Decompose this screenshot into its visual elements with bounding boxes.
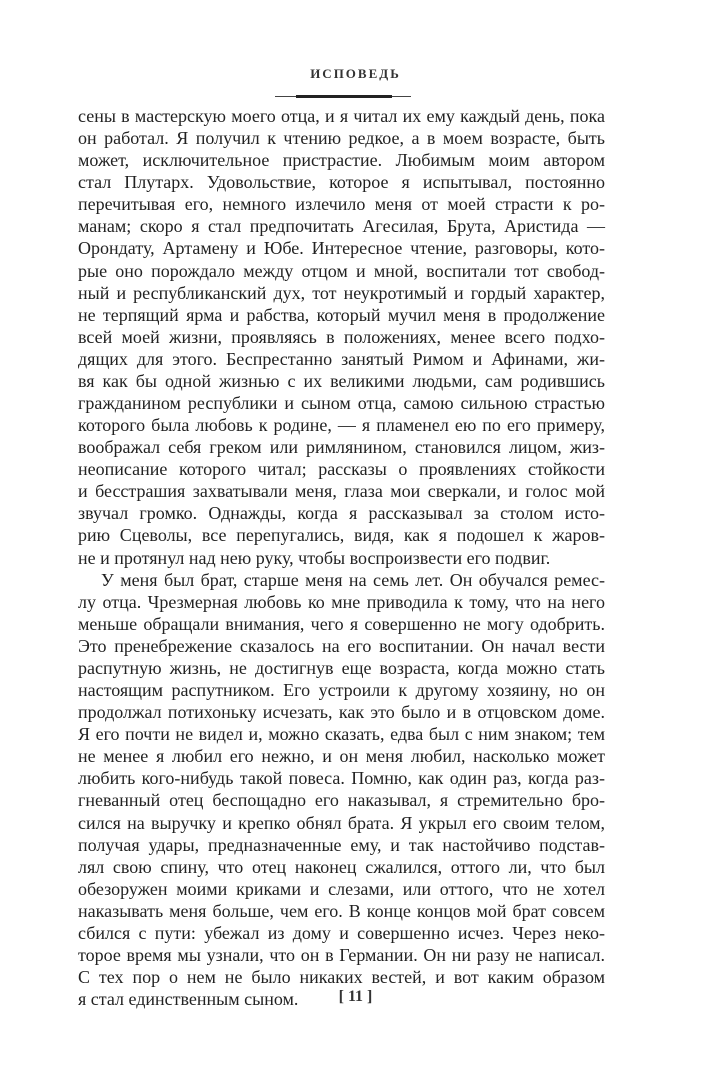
text-line: настоящим распутником. Его устроили к другому хозяину, но он: [78, 680, 605, 701]
text-line: воображал себя греком или римлянином, становился лицом, жиз-: [78, 437, 605, 458]
text-line: сбился с пути: убежал из дому и совершенно исчез. Через неко-: [78, 922, 605, 943]
text-line: сился на выручку и крепко обнял брата. Я укрыл его своим телом,: [78, 812, 605, 833]
text-line: рию Сцеволы, все перепугались, видя, как я подошел к жаров-: [78, 525, 605, 546]
text-line: стал Плутарх. Удовольствие, которое я испытывал, постоянно: [78, 172, 605, 193]
text-line: неописание которого читал; рассказы о проявлениях стойкости: [78, 459, 605, 480]
text-line: меньше обращали внимания, чего я совершенно не могу одобрить.: [78, 613, 605, 634]
text-line: манам; скоро я стал предпочитать Агесилая, Брута, Аристида —: [78, 216, 605, 237]
text-line: любить кого-нибудь такой повеса. Помню, как один раз, когда раз-: [78, 768, 605, 789]
text-line: ный и республиканский дух, тот неукротимый и гордый характер,: [78, 282, 605, 303]
text-line: обезоружен моими криками и слезами, или оттого, что не хотел: [78, 878, 605, 899]
text-line: С тех пор о нем не было никаких вестей, и вот каким образом: [78, 967, 605, 988]
running-header: ИСПОВЕДЬ: [310, 66, 401, 81]
text-line: всей моей жизни, проявляясь в положениях, менее всего подхо-: [78, 326, 605, 347]
text-line: перечитывая его, немного излечило меня от моей страсти к ро-: [78, 194, 605, 215]
text-line: Это пренебрежение сказалось на его воспитании. Он начал вести: [78, 635, 605, 656]
text-line: я стал единственным сыном.: [78, 989, 299, 1010]
page-body-text: [78, 105, 605, 1010]
text-line: дящих для этого. Беспрестанно занятый Римом и Афинами, жи-: [78, 348, 605, 369]
text-line: рые оно порождало между отцом и мной, воспитали тот свобод-: [78, 260, 605, 281]
text-line: может, исключительное пристрастие. Любимым моим автором: [78, 150, 605, 171]
text-line: У меня был брат, старше меня на семь лет. Он обучался ремес-: [101, 569, 605, 590]
text-line: получая удары, предназначенные ему, и так настойчиво подстав-: [78, 834, 605, 855]
text-line: и бесстрашия захватывали меня, глаза мои сверкали, и голос мой: [78, 481, 605, 502]
text-line: он работал. Я получил к чтению редкое, а в моем возрасте, быть: [78, 128, 605, 149]
text-line: сены в мастерскую моего отца, и я читал их ему каждый день, пока: [78, 106, 605, 126]
text-line: распутную жизнь, не достигнув еще возраста, когда можно стать: [78, 657, 605, 678]
text-line: торое время мы узнали, что он в Германии. Он ни разу не написал.: [78, 944, 605, 965]
text-line: которого была любовь к родине, — я пламенел ею по его примеру,: [78, 415, 605, 436]
text-line: звучал громко. Однажды, когда я рассказывал за столом исто-: [78, 503, 605, 524]
text-line: не и протянул над нею руку, чтобы воспроизвести его подвиг.: [78, 547, 551, 568]
text-line: Я его почти не видел и, можно сказать, едва был с ним знаком; тем: [78, 724, 605, 745]
text-line: не терпящий ярма и рабства, который мучил меня в продолжение: [78, 304, 605, 325]
text-line: лял свою спину, что отец наконец сжалился, оттого ли, что был: [78, 856, 605, 877]
text-line: Орондату, Артамену и Юбе. Интересное чтение, разговоры, кото-: [78, 238, 605, 259]
page-number: [ 11 ]: [338, 988, 373, 1005]
text-line: лу отца. Чрезмерная любовь ко мне приводила к тому, что на него: [78, 591, 605, 612]
text-line: наказывать меня больше, чем его. В конце концов мой брат совсем: [78, 900, 605, 921]
text-line: гражданином республики и сыном отца, самою сильною страстью: [78, 393, 605, 414]
text-line: гневанный отец беспощадно его наказывал, я стремительно бро-: [78, 790, 605, 811]
text-line: продолжал потихоньку исчезать, как это было и в отцовском доме.: [78, 702, 605, 723]
header-rule-accent: [296, 95, 392, 98]
text-line: не менее я любил его нежно, и он меня любил, насколько может: [78, 746, 605, 767]
text-line: вя как бы одной жизнью с их великими людьми, сам родившись: [78, 370, 605, 391]
